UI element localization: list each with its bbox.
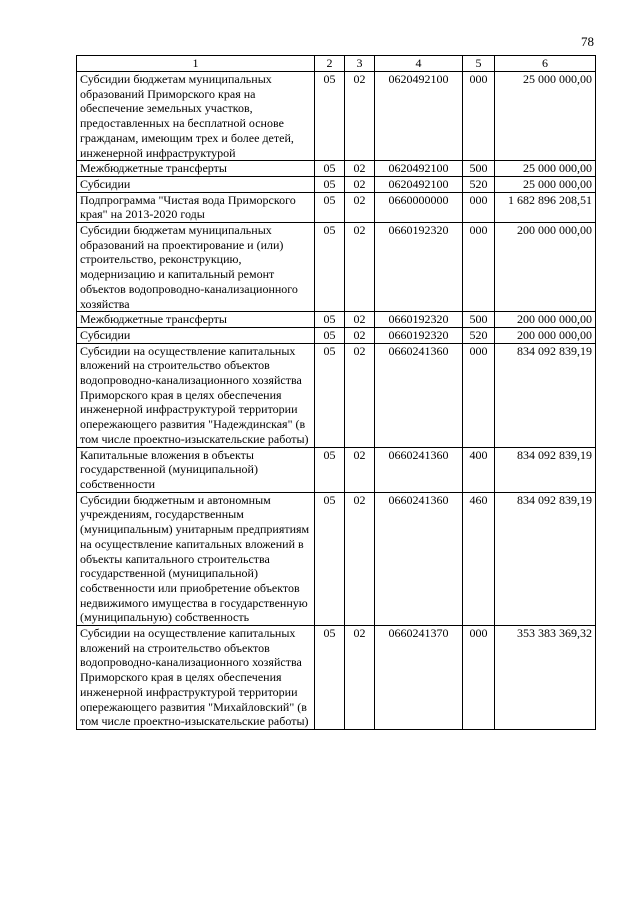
budget-table [76,55,596,730]
table-row [77,626,596,730]
row-name: Межбюджетные трансферты [77,312,315,328]
row-target-code: 0660192320 [375,327,463,343]
row-expense-type: 520 [463,327,495,343]
column-header-6: 6 [495,56,596,72]
table-row [77,327,596,343]
row-expense-type: 460 [463,492,495,625]
row-section: 05 [315,327,345,343]
row-amount: 200 000 000,00 [495,312,596,328]
row-amount: 834 092 839,19 [495,492,596,625]
row-expense-type: 000 [463,223,495,312]
row-expense-type: 000 [463,192,495,222]
row-section: 05 [315,447,345,492]
row-section: 05 [315,492,345,625]
row-target-code: 0660192320 [375,312,463,328]
row-name: Субсидии бюджетным и автономным учреждениям, государственным (муниципальным) унитарным предприятиям на осуществление капитальных вложений в объекты капитального строительства государственной (муниципальной) собственности или приобретение объектов недвижимого имущества в государственную (муниципальную) собственность [77,492,315,625]
row-section: 05 [315,343,345,447]
row-expense-type: 000 [463,72,495,161]
row-target-code: 0660000000 [375,192,463,222]
row-name: Капитальные вложения в объекты государственной (муниципальной) собственности [77,447,315,492]
row-section: 05 [315,161,345,177]
row-section: 05 [315,626,345,730]
row-name: Субсидии бюджетам муниципальных образований Приморского края на обеспечение земельных участков, предоставленных на бесплатной основе гражданам, имеющим трех и более детей, инженерной инфраструктурой [77,72,315,161]
row-subsection: 02 [345,626,375,730]
row-target-code: 0660241360 [375,492,463,625]
row-amount: 200 000 000,00 [495,223,596,312]
row-subsection: 02 [345,192,375,222]
column-header-3: 3 [345,56,375,72]
row-subsection: 02 [345,343,375,447]
row-subsection: 02 [345,161,375,177]
row-target-code: 0660241370 [375,626,463,730]
row-name: Межбюджетные трансферты [77,161,315,177]
row-subsection: 02 [345,223,375,312]
row-amount: 25 000 000,00 [495,176,596,192]
row-section: 05 [315,72,345,161]
row-section: 05 [315,176,345,192]
row-subsection: 02 [345,312,375,328]
row-subsection: 02 [345,447,375,492]
column-header-5: 5 [463,56,495,72]
row-target-code: 0620492100 [375,161,463,177]
table-row [77,312,596,328]
row-expense-type: 500 [463,312,495,328]
table-row [77,343,596,447]
table-row [77,72,596,161]
row-expense-type: 500 [463,161,495,177]
row-amount: 25 000 000,00 [495,161,596,177]
row-target-code: 0660192320 [375,223,463,312]
column-header-2: 2 [315,56,345,72]
column-header-1: 1 [77,56,315,72]
row-amount: 353 383 369,32 [495,626,596,730]
table-row [77,161,596,177]
row-target-code: 0620492100 [375,72,463,161]
table-header-row [77,56,596,72]
table-row [77,447,596,492]
row-amount: 25 000 000,00 [495,72,596,161]
row-target-code: 0620492100 [375,176,463,192]
row-amount: 834 092 839,19 [495,447,596,492]
row-amount: 1 682 896 208,51 [495,192,596,222]
row-name: Субсидии [77,176,315,192]
table-row [77,176,596,192]
row-name: Субсидии бюджетам муниципальных образований на проектирование и (или) строительство, реконструкцию, модернизацию и капитальный ремонт объектов водопроводно-канализационного хозяйства [77,223,315,312]
row-expense-type: 520 [463,176,495,192]
row-amount: 834 092 839,19 [495,343,596,447]
page-number: 78 [581,34,594,49]
row-expense-type: 000 [463,626,495,730]
row-section: 05 [315,223,345,312]
row-target-code: 0660241360 [375,447,463,492]
row-subsection: 02 [345,327,375,343]
row-subsection: 02 [345,72,375,161]
row-name: Субсидии на осуществление капитальных вложений на строительство объектов водопроводно-канализационного хозяйства Приморского края в целях обеспечения инженерной инфраструктурой территории опережающего развития "Надеждинская" (в том числе проектно-изыскательские работы) [77,343,315,447]
row-name: Субсидии [77,327,315,343]
row-name: Субсидии на осуществление капитальных вложений на строительство объектов водопроводно-канализационного хозяйства Приморского края в целях обеспечения инженерной инфраструктурой территории опережающего развития "Михайловский" (в том числе проектно-изыскательские работы) [77,626,315,730]
table-row [77,192,596,222]
row-subsection: 02 [345,492,375,625]
row-expense-type: 400 [463,447,495,492]
row-subsection: 02 [345,176,375,192]
table-row [77,223,596,312]
row-amount: 200 000 000,00 [495,327,596,343]
row-section: 05 [315,312,345,328]
row-expense-type: 000 [463,343,495,447]
row-target-code: 0660241360 [375,343,463,447]
row-section: 05 [315,192,345,222]
table-row [77,492,596,625]
row-name: Подпрограмма "Чистая вода Приморского края" на 2013-2020 годы [77,192,315,222]
column-header-4: 4 [375,56,463,72]
